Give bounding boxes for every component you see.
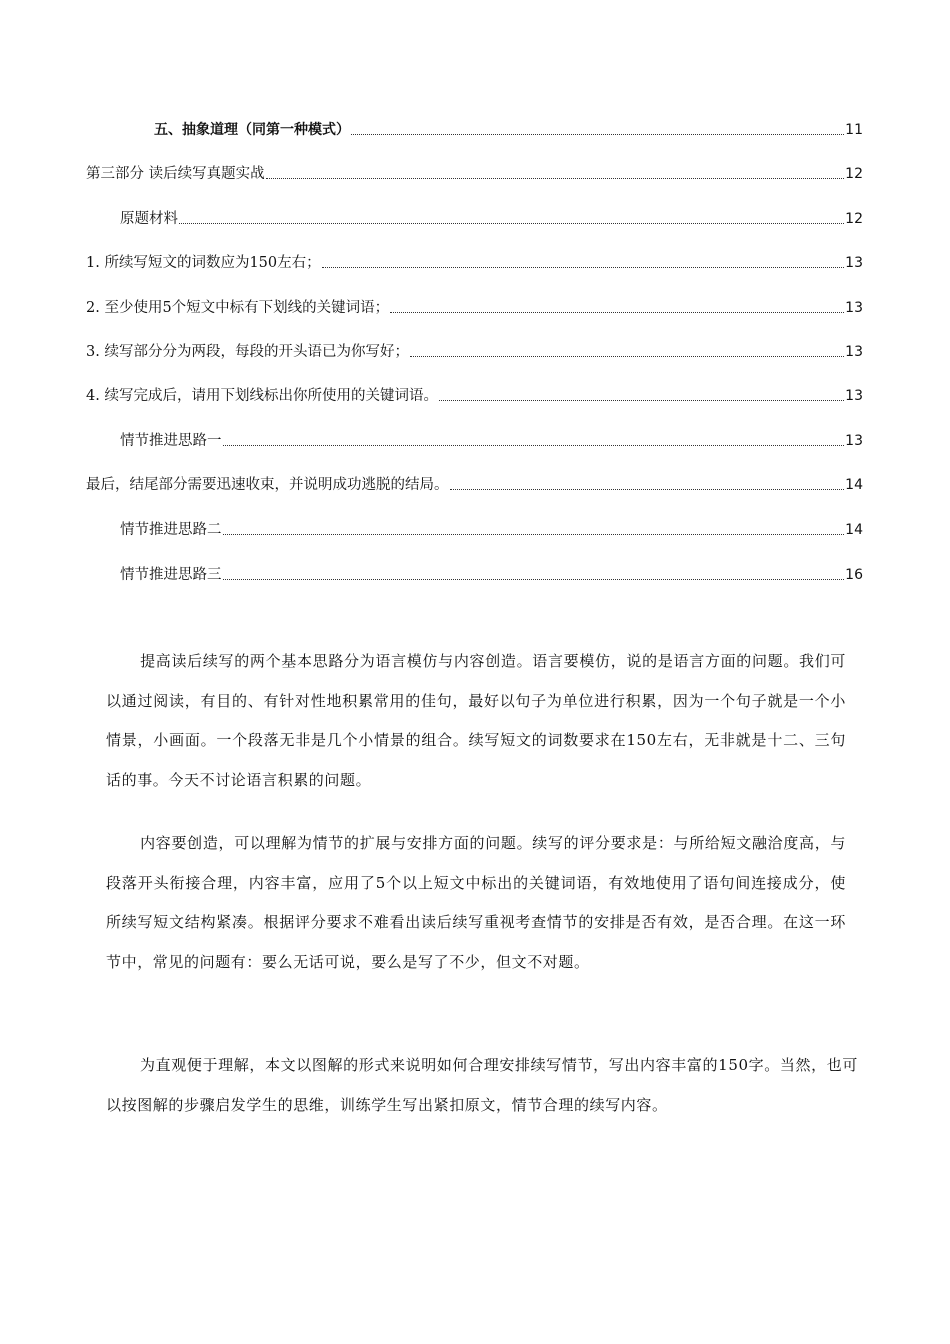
toc-page-number: 14 <box>845 522 863 538</box>
toc-dot-leader <box>179 223 844 224</box>
toc-entry-label: 4. 续写完成后，请用下划线标出你所使用的关键词语。 <box>86 388 438 404</box>
toc-page-number: 12 <box>845 166 863 182</box>
toc-dot-leader <box>223 534 845 535</box>
body-paragraph <box>106 1046 858 1125</box>
toc-page-number: 13 <box>845 388 863 404</box>
toc-entry-label: 第三部分 读后续写真题实战 <box>86 166 265 182</box>
toc-entry[interactable] <box>86 338 863 362</box>
body-paragraph <box>106 642 846 800</box>
body-paragraph <box>106 824 846 982</box>
toc-dot-leader <box>439 400 844 401</box>
toc-page-number: 13 <box>845 344 863 360</box>
paragraph-text: 内容要创造，可以理解为情节的扩展与安排方面的问题。续写的评分要求是：与所给短文融洽度高，与段落开头衔接合理，内容丰富，应用了5个以上短文中标出的关键词语，有效地使用了语句间连接成分，使所续写短文结构紧凑。根据评分要求不难看出读后续写重视考查情节的安排是否有效，是否合理。在这一环节中，常见的问题有：要么无话可说，要么是写了不少，但文不对题。 <box>106 834 846 971</box>
toc-entry[interactable] <box>120 561 863 585</box>
toc-page-number: 12 <box>845 211 863 227</box>
toc-dot-leader <box>351 134 844 135</box>
toc-dot-leader <box>410 356 844 357</box>
toc-entry-label: 五、抽象道理（同第一种模式） <box>154 122 350 138</box>
toc-entry-label: 情节推进思路二 <box>120 522 222 538</box>
toc-entry-label: 2. 至少使用5个短文中标有下划线的关键词语； <box>86 300 390 316</box>
toc-entry-label: 情节推进思路三 <box>120 567 222 583</box>
toc-entry[interactable] <box>86 382 863 406</box>
toc-entry[interactable] <box>86 160 863 184</box>
toc-page-number: 11 <box>845 122 863 138</box>
toc-entry[interactable] <box>86 471 863 495</box>
toc-dot-leader <box>390 312 844 313</box>
toc-dot-leader <box>322 267 845 268</box>
toc-entry-label: 情节推进思路一 <box>120 433 222 449</box>
toc-page-number: 13 <box>845 433 863 449</box>
toc-page-number: 13 <box>845 255 863 271</box>
toc-entry[interactable] <box>154 116 863 140</box>
toc-entry[interactable] <box>120 516 863 540</box>
toc-entry-label: 3. 续写部分分为两段，每段的开头语已为你写好； <box>86 344 409 360</box>
toc-page-number: 13 <box>845 300 863 316</box>
toc-page-number: 14 <box>845 477 863 493</box>
toc-page-number: 16 <box>845 567 863 583</box>
toc-entry[interactable] <box>120 427 863 451</box>
toc-dot-leader <box>223 445 845 446</box>
toc-entry[interactable] <box>86 294 863 318</box>
toc-entry-label: 原题材料 <box>120 211 178 227</box>
toc-entry-label: 1. 所续写短文的词数应为150左右； <box>86 255 321 271</box>
paragraph-text: 提高读后续写的两个基本思路分为语言模仿与内容创造。语言要模仿，说的是语言方面的问题。我们可以通过阅读，有目的、有针对性地积累常用的佳句，最好以句子为单位进行积累，因为一个句子就是一个小情景，小画面。一个段落无非是几个小情景的组合。续写短文的词数要求在150左右，无非就是十二、三句话的事。今天不讨论语言积累的问题。 <box>106 652 846 789</box>
toc-dot-leader <box>450 489 845 490</box>
toc-dot-leader <box>223 579 845 580</box>
toc-entry-label: 最后，结尾部分需要迅速收束，并说明成功逃脱的结局。 <box>86 477 449 493</box>
toc-entry[interactable] <box>86 249 863 273</box>
toc-entry[interactable] <box>120 205 863 229</box>
toc-dot-leader <box>266 178 845 179</box>
paragraph-text: 为直观便于理解，本文以图解的形式来说明如何合理安排续写情节，写出内容丰富的150字。当然，也可以按图解的步骤启发学生的思维，训练学生写出紧扣原文，情节合理的续写内容。 <box>106 1056 858 1114</box>
